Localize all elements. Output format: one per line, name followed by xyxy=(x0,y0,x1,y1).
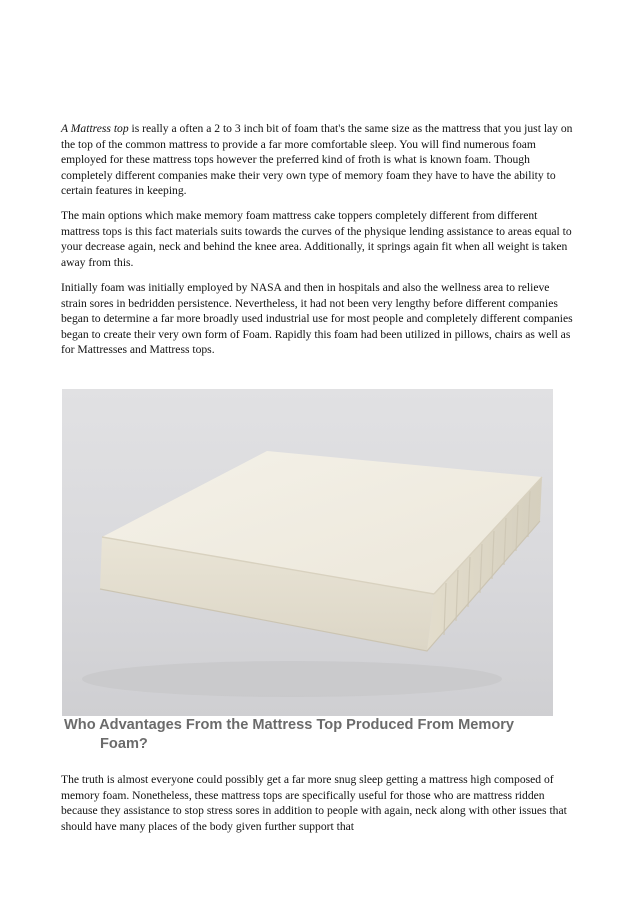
mattress-illustration xyxy=(62,389,553,716)
section-heading-line2: Foam? xyxy=(100,736,148,752)
features-paragraph: The main options which make memory foam mattress cake toppers completely different from different mattress tops is this fact materials suits towards the curves of the physique lending assistance to areas equal to your decrease again, neck and behind the knee area. Additionally, it springs again fit when all weight is taken away from this. xyxy=(61,209,572,269)
history-paragraph: Initially foam was initially employed by NASA and then in hospitals and also the wellness area to relieve strain sores in bedridden persistence. Nevertheless, it had not been very lengthy before different companies began to determine a far more broadly used industrial use for most people and completely different companies began to create their very own form of Foam. Rapidly this foam had been utilized in pillows, chairs as well as for Mattresses and Mattress tops. xyxy=(61,281,573,357)
section-heading-line1: Who Advantages From the Mattress Top Produced From Memory xyxy=(64,717,515,733)
mattress-photo xyxy=(62,389,553,716)
intro-paragraph xyxy=(61,121,577,199)
intro-lead-text: A Mattress top xyxy=(61,122,129,135)
benefits-paragraph: The truth is almost everyone could possibly get a far more snug sleep getting a mattress high composed of memory foam. Nonetheless, these mattress tops are specifically useful for those who are mattress ridden because they assistance to stop stress sores in addition to people with again, neck along with other issues that should have many places of the body given further support that xyxy=(61,773,567,833)
section-heading xyxy=(64,716,564,754)
intro-body-text: is really a often a 2 to 3 inch bit of foam that's the same size as the mattress that you just lay on the top of the common mattress to provide a far more comfortable sleep. You will find numerous foam employed for these mattress tops however the preferred kind of froth is what is known foam. Though completely different companies make their very own type of memory foam they have to have the ability to certain features in keeping. xyxy=(61,122,573,198)
